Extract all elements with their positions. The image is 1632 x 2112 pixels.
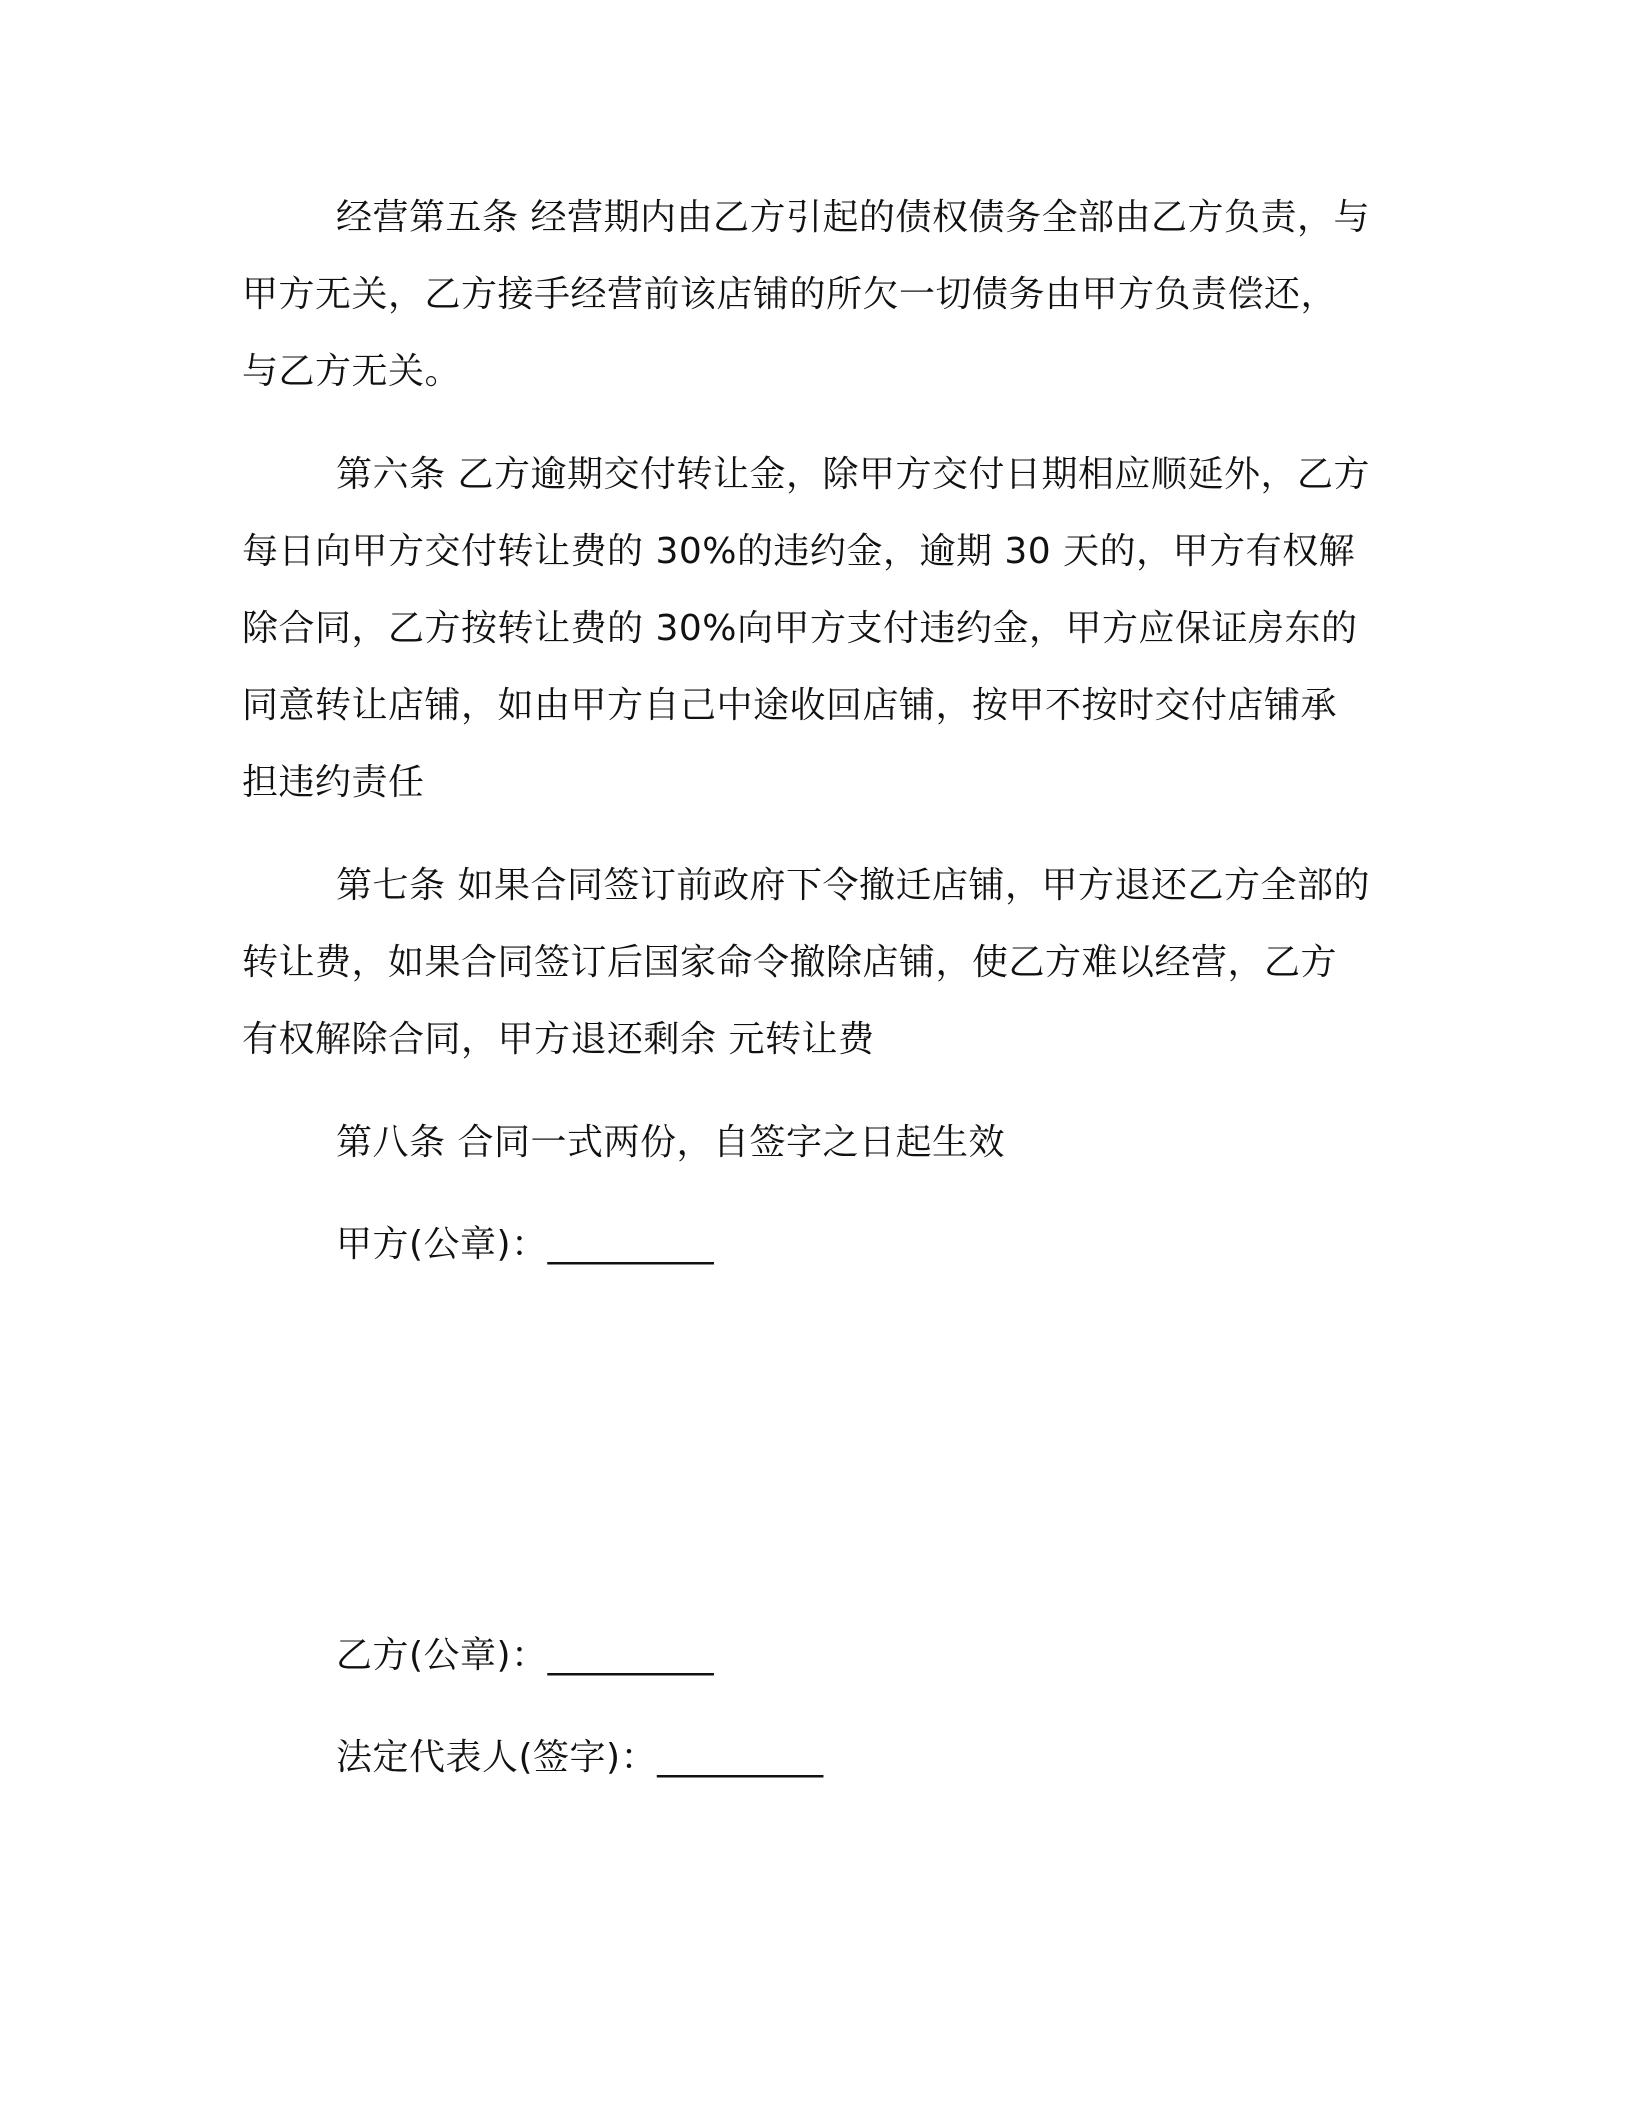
clause-6-line-1: 第六条 乙方逾期交付转让金，除甲方交付日期相应顺延外，乙方	[336, 454, 1370, 495]
clause-7-line-3: 有权解除合同，甲方退还剩余 元转让费	[242, 1019, 875, 1060]
clause-6-line-5: 担违约责任	[242, 762, 425, 803]
clause-7-line-1: 第七条 如果合同签订前政府下令撤迁店铺，甲方退还乙方全部的	[336, 865, 1370, 906]
clause-8-line-1: 第八条 合同一式两份，自签字之日起生效	[336, 1122, 1005, 1163]
clause-5-line-1: 经营第五条 经营期内由乙方引起的债权债务全部由乙方负责，与	[336, 197, 1370, 238]
legal-representative-signature: 法定代表人(签字)：_________	[336, 1737, 824, 1778]
clause-6-line-3: 除合同，乙方按转让费的 30%向甲方支付违约金，甲方应保证房东的	[242, 608, 1358, 649]
clause-7-line-2: 转让费，如果合同签订后国家命令撤除店铺，使乙方难以经营，乙方	[242, 942, 1338, 983]
clause-5-line-3: 与乙方无关。	[242, 351, 462, 392]
clause-6-line-4: 同意转让店铺，如由甲方自己中途收回店铺，按甲不按时交付店铺承	[242, 685, 1338, 726]
clause-6-line-2: 每日向甲方交付转让费的 30%的违约金，逾期 30 天的，甲方有权解	[242, 531, 1356, 572]
clause-5-line-2: 甲方无关，乙方接手经营前该店铺的所欠一切债务由甲方负责偿还，	[242, 274, 1338, 315]
party-a-signature: 甲方(公章)：_________	[336, 1224, 715, 1265]
party-b-signature: 乙方(公章)：_________	[336, 1635, 715, 1676]
